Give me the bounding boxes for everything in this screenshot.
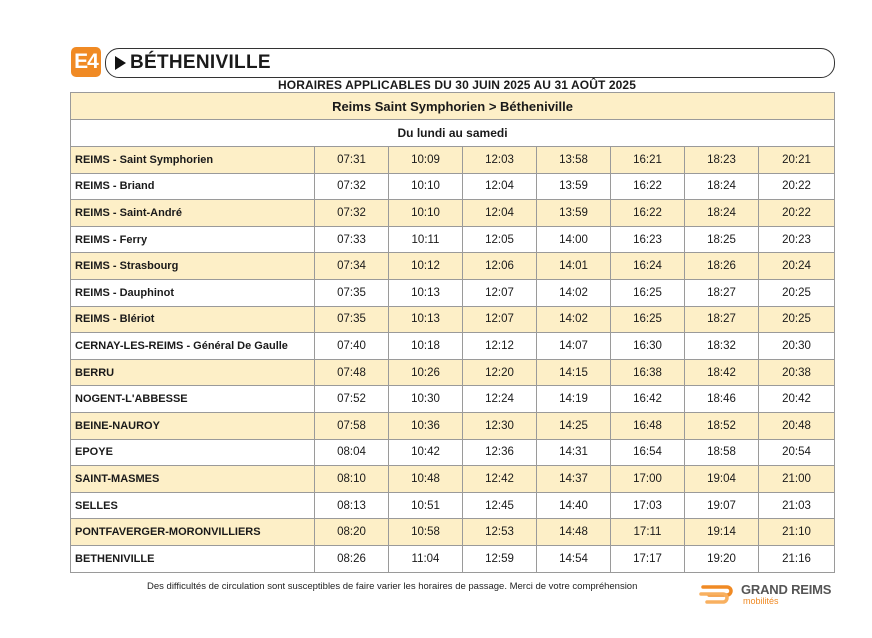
departure-time: 19:20 bbox=[685, 545, 759, 572]
departure-time: 10:58 bbox=[389, 519, 463, 546]
departure-time: 10:26 bbox=[389, 359, 463, 386]
departure-time: 10:12 bbox=[389, 253, 463, 280]
departure-time: 16:25 bbox=[611, 279, 685, 306]
departure-time: 14:02 bbox=[537, 306, 611, 333]
departure-time: 14:02 bbox=[537, 279, 611, 306]
departure-time: 12:30 bbox=[463, 412, 537, 439]
departure-time: 10:51 bbox=[389, 492, 463, 519]
stop-name: REIMS - Dauphinot bbox=[71, 279, 315, 306]
table-row bbox=[71, 147, 835, 174]
departure-time: 18:46 bbox=[685, 386, 759, 413]
stop-name: BERRU bbox=[71, 359, 315, 386]
departure-time: 13:58 bbox=[537, 147, 611, 174]
departure-time: 11:04 bbox=[389, 545, 463, 572]
departure-time: 12:04 bbox=[463, 200, 537, 227]
departure-time: 17:17 bbox=[611, 545, 685, 572]
departure-time: 07:48 bbox=[315, 359, 389, 386]
departure-time: 16:30 bbox=[611, 333, 685, 360]
departure-time: 08:04 bbox=[315, 439, 389, 466]
departure-time: 14:15 bbox=[537, 359, 611, 386]
stop-name: REIMS - Saint-André bbox=[71, 200, 315, 227]
departure-time: 12:12 bbox=[463, 333, 537, 360]
table-row bbox=[71, 333, 835, 360]
departure-time: 18:52 bbox=[685, 412, 759, 439]
departure-time: 19:04 bbox=[685, 466, 759, 493]
departure-time: 18:32 bbox=[685, 333, 759, 360]
departure-time: 07:33 bbox=[315, 226, 389, 253]
departure-time: 20:25 bbox=[759, 306, 835, 333]
departure-time: 07:40 bbox=[315, 333, 389, 360]
table-row bbox=[71, 545, 835, 572]
departure-time: 10:13 bbox=[389, 306, 463, 333]
departure-time: 14:07 bbox=[537, 333, 611, 360]
departure-time: 18:27 bbox=[685, 306, 759, 333]
departure-time: 12:42 bbox=[463, 466, 537, 493]
direction-header: Reims Saint Symphorien > Bétheniville bbox=[71, 93, 835, 120]
stop-name: REIMS - Briand bbox=[71, 173, 315, 200]
departure-time: 20:25 bbox=[759, 279, 835, 306]
departure-time: 07:35 bbox=[315, 306, 389, 333]
route-title: BÉTHENIVILLE bbox=[130, 52, 271, 73]
stop-name: REIMS - Ferry bbox=[71, 226, 315, 253]
departure-time: 10:10 bbox=[389, 200, 463, 227]
departure-time: 14:00 bbox=[537, 226, 611, 253]
departure-time: 10:13 bbox=[389, 279, 463, 306]
departure-time: 16:42 bbox=[611, 386, 685, 413]
departure-time: 14:48 bbox=[537, 519, 611, 546]
departure-time: 12:03 bbox=[463, 147, 537, 174]
stop-name: CERNAY-LES-REIMS - Général De Gaulle bbox=[71, 333, 315, 360]
departure-time: 20:42 bbox=[759, 386, 835, 413]
departure-time: 20:24 bbox=[759, 253, 835, 280]
departure-time: 08:26 bbox=[315, 545, 389, 572]
table-row bbox=[71, 412, 835, 439]
departure-time: 19:07 bbox=[685, 492, 759, 519]
brand-sub: mobilités bbox=[743, 596, 779, 606]
table-row bbox=[71, 226, 835, 253]
grand-reims-logo bbox=[699, 581, 849, 611]
departure-time: 21:03 bbox=[759, 492, 835, 519]
stop-name: REIMS - Saint Symphorien bbox=[71, 147, 315, 174]
departure-time: 20:21 bbox=[759, 147, 835, 174]
table-row bbox=[71, 200, 835, 227]
departure-time: 14:25 bbox=[537, 412, 611, 439]
table-row bbox=[71, 253, 835, 280]
table-row bbox=[71, 386, 835, 413]
departure-time: 18:23 bbox=[685, 147, 759, 174]
route-title-box bbox=[105, 48, 835, 78]
departure-time: 10:48 bbox=[389, 466, 463, 493]
stop-name: NOGENT-L'ABBESSE bbox=[71, 386, 315, 413]
departure-time: 18:25 bbox=[685, 226, 759, 253]
departure-time: 20:30 bbox=[759, 333, 835, 360]
table-row bbox=[71, 359, 835, 386]
grand-reims-logo-icon bbox=[699, 583, 737, 605]
departure-time: 10:18 bbox=[389, 333, 463, 360]
departure-time: 21:10 bbox=[759, 519, 835, 546]
departure-time: 10:11 bbox=[389, 226, 463, 253]
departure-time: 16:23 bbox=[611, 226, 685, 253]
departure-time: 10:09 bbox=[389, 147, 463, 174]
days-header: Du lundi au samedi bbox=[71, 120, 835, 147]
departure-time: 16:25 bbox=[611, 306, 685, 333]
departure-time: 12:20 bbox=[463, 359, 537, 386]
departure-time: 20:22 bbox=[759, 200, 835, 227]
departure-time: 12:07 bbox=[463, 306, 537, 333]
stop-name: EPOYE bbox=[71, 439, 315, 466]
departure-time: 16:38 bbox=[611, 359, 685, 386]
departure-time: 14:40 bbox=[537, 492, 611, 519]
departure-time: 14:31 bbox=[537, 439, 611, 466]
departure-time: 12:24 bbox=[463, 386, 537, 413]
departure-time: 08:13 bbox=[315, 492, 389, 519]
departure-time: 12:45 bbox=[463, 492, 537, 519]
departure-time: 20:54 bbox=[759, 439, 835, 466]
departure-time: 12:04 bbox=[463, 173, 537, 200]
departure-time: 20:48 bbox=[759, 412, 835, 439]
departure-time: 20:22 bbox=[759, 173, 835, 200]
departure-time: 12:07 bbox=[463, 279, 537, 306]
departure-time: 14:01 bbox=[537, 253, 611, 280]
departure-time: 18:24 bbox=[685, 173, 759, 200]
timetable bbox=[70, 92, 834, 573]
departure-time: 21:00 bbox=[759, 466, 835, 493]
footnote: Des difficultés de circulation sont susceptibles de faire varier les horaires de passage. Merci de votre compréhension bbox=[147, 581, 638, 592]
departure-time: 07:35 bbox=[315, 279, 389, 306]
departure-time: 07:31 bbox=[315, 147, 389, 174]
departure-time: 18:26 bbox=[685, 253, 759, 280]
departure-time: 08:10 bbox=[315, 466, 389, 493]
stop-name: SELLES bbox=[71, 492, 315, 519]
departure-time: 18:27 bbox=[685, 279, 759, 306]
departure-time: 10:42 bbox=[389, 439, 463, 466]
departure-time: 08:20 bbox=[315, 519, 389, 546]
departure-time: 20:38 bbox=[759, 359, 835, 386]
departure-time: 12:59 bbox=[463, 545, 537, 572]
departure-time: 17:00 bbox=[611, 466, 685, 493]
stop-name: BEINE-NAUROY bbox=[71, 412, 315, 439]
departure-time: 18:24 bbox=[685, 200, 759, 227]
table-row bbox=[71, 306, 835, 333]
departure-time: 13:59 bbox=[537, 173, 611, 200]
departure-time: 07:32 bbox=[315, 173, 389, 200]
departure-time: 16:48 bbox=[611, 412, 685, 439]
departure-time: 10:36 bbox=[389, 412, 463, 439]
departure-time: 14:37 bbox=[537, 466, 611, 493]
table-row bbox=[71, 173, 835, 200]
departure-time: 20:23 bbox=[759, 226, 835, 253]
departure-time: 12:36 bbox=[463, 439, 537, 466]
departure-time: 13:59 bbox=[537, 200, 611, 227]
stop-name: BETHENIVILLE bbox=[71, 545, 315, 572]
validity-period: HORAIRES APPLICABLES DU 30 JUIN 2025 AU 31 AOÛT 2025 bbox=[278, 78, 636, 92]
departure-time: 17:03 bbox=[611, 492, 685, 519]
stop-name: REIMS - Strasbourg bbox=[71, 253, 315, 280]
brand-name: GRAND REIMS bbox=[741, 582, 832, 597]
departure-time: 10:10 bbox=[389, 173, 463, 200]
departure-time: 07:32 bbox=[315, 200, 389, 227]
table-row bbox=[71, 466, 835, 493]
table-row bbox=[71, 279, 835, 306]
departure-time: 14:19 bbox=[537, 386, 611, 413]
departure-time: 07:52 bbox=[315, 386, 389, 413]
table-row bbox=[71, 519, 835, 546]
departure-time: 16:21 bbox=[611, 147, 685, 174]
departure-time: 16:22 bbox=[611, 200, 685, 227]
departure-time: 16:54 bbox=[611, 439, 685, 466]
table-row bbox=[71, 492, 835, 519]
departure-time: 14:54 bbox=[537, 545, 611, 572]
stop-name: SAINT-MASMES bbox=[71, 466, 315, 493]
departure-time: 16:22 bbox=[611, 173, 685, 200]
departure-time: 12:05 bbox=[463, 226, 537, 253]
departure-time: 21:16 bbox=[759, 545, 835, 572]
departure-time: 17:11 bbox=[611, 519, 685, 546]
departure-time: 12:53 bbox=[463, 519, 537, 546]
departure-time: 12:06 bbox=[463, 253, 537, 280]
departure-time: 07:58 bbox=[315, 412, 389, 439]
departure-time: 19:14 bbox=[685, 519, 759, 546]
table-row bbox=[71, 439, 835, 466]
departure-time: 18:58 bbox=[685, 439, 759, 466]
stop-name: PONTFAVERGER-MORONVILLIERS bbox=[71, 519, 315, 546]
line-badge: E4 bbox=[71, 47, 101, 77]
departure-time: 16:24 bbox=[611, 253, 685, 280]
departure-time: 18:42 bbox=[685, 359, 759, 386]
play-arrow-icon bbox=[115, 56, 126, 70]
departure-time: 07:34 bbox=[315, 253, 389, 280]
departure-time: 10:30 bbox=[389, 386, 463, 413]
stop-name: REIMS - Blériot bbox=[71, 306, 315, 333]
